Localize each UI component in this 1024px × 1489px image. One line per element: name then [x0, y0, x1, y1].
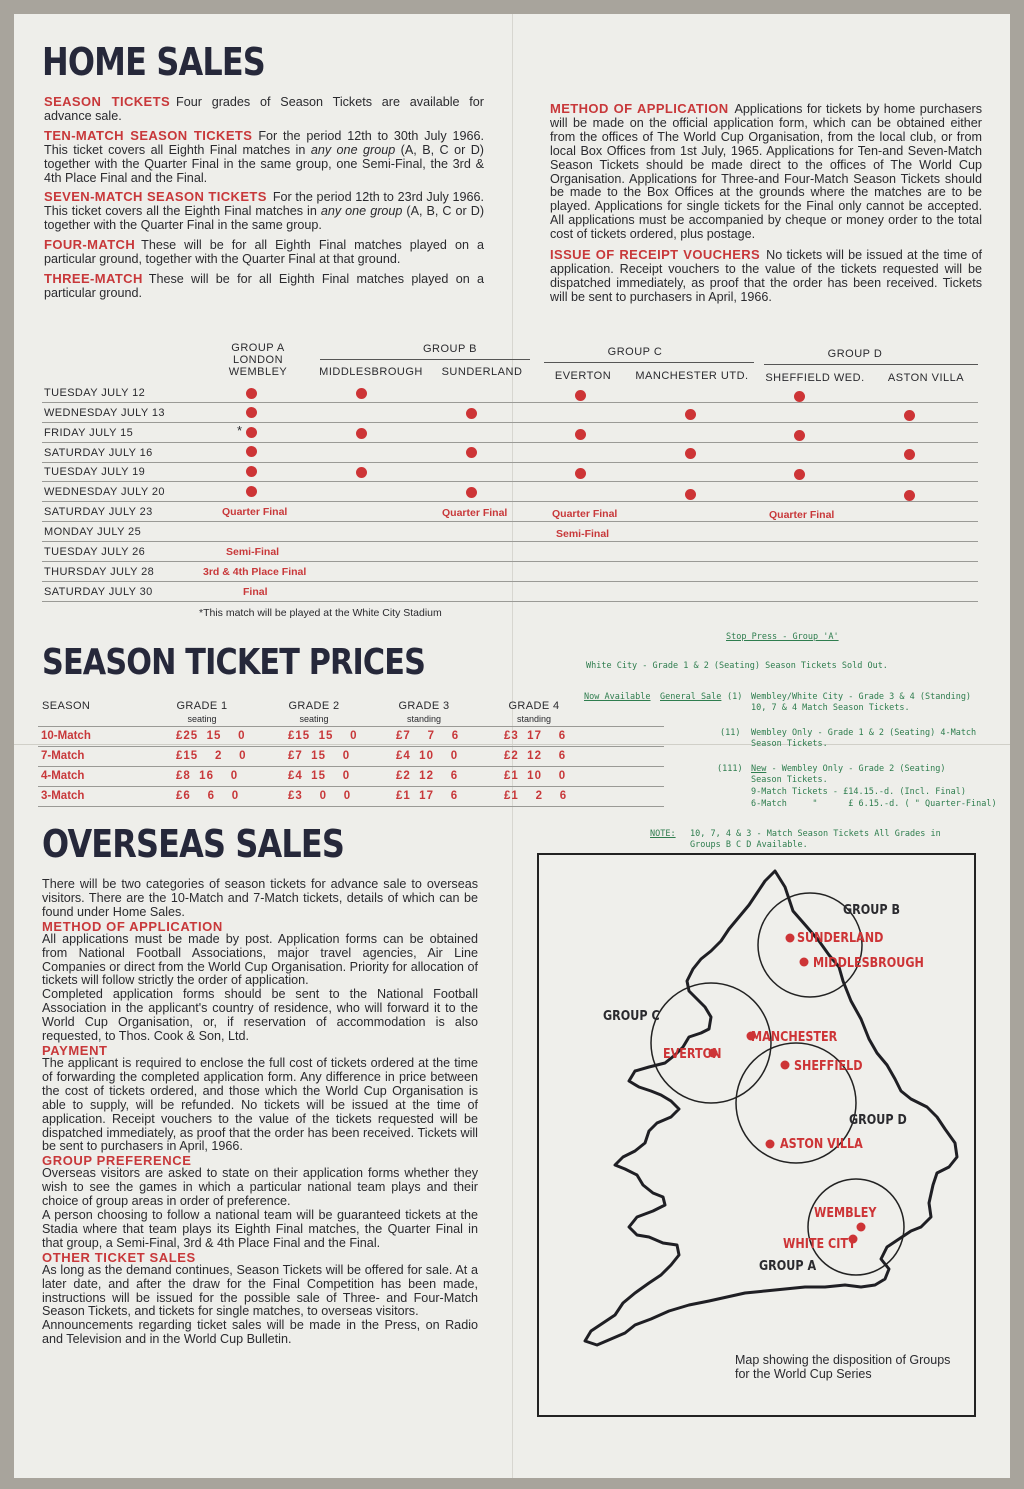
- seven-match-text-b: (A, B, C or D) together with the Quarter Final in the same group.: [44, 204, 485, 233]
- price-row-label: 10-Match: [41, 730, 91, 742]
- group-b-header: GROUP B: [422, 343, 478, 355]
- match-dot: [575, 429, 586, 440]
- group-d-rule: [764, 364, 978, 365]
- match-dot: [356, 388, 367, 399]
- day-label: THURSDAY JULY 28: [44, 566, 155, 578]
- match-dot: [794, 469, 805, 480]
- price-grade-3-sub: standing: [406, 714, 442, 724]
- map-label-middlesbrough: MIDDLESBROUGH: [813, 956, 924, 971]
- prices-title: SEASON TICKET PRICES: [42, 642, 426, 683]
- day-label: FRIDAY JULY 15: [44, 427, 134, 439]
- group-a-line2: LONDON: [232, 354, 284, 366]
- match-dot: [904, 410, 915, 421]
- quarter-final-b: Quarter Final: [442, 507, 508, 519]
- stop-press-item1: Wembley/White City - Grade 3 & 4 (Standing) 10, 7 & 4 Match Season Tickets.: [751, 692, 972, 713]
- overseas-payment-text: The applicant is required to enclose the full cost of tickets ordered at the time of forwarding the completed application form. Any difference in price between the cost of tickets ordered, and those which the World Cup Organisation is able to supply, will be refunded. No tickets will be issued at the time of application. Receipt vouchers to the value of the tickets requested will be dispatched immediately, as proof that the order has been received. Tickets will be sent to purchasers in April, 1966.: [42, 1055, 478, 1154]
- price-value: £1 2 6: [504, 790, 568, 802]
- stop-press-item1-num: (1): [727, 692, 743, 702]
- overseas-method-text2: Completed application forms should be sent to the National Football Association in the applicant's country of residence, who will forward it to the World Cup Organisation, or, if reservation of accommodation is also requested, to Thos. Cook & Son, Ltd.: [42, 987, 478, 1044]
- day-label: SATURDAY JULY 30: [44, 586, 153, 598]
- price-grade-3: GRADE 3: [398, 700, 450, 712]
- overseas-group-text1: Overseas visitors are asked to state on their application forms whether they wish to see the games in which a particular national team plays and their choice of group areas in order of preference.: [42, 1166, 478, 1209]
- match-dot: [466, 447, 477, 458]
- city-dot-aston-villa: [766, 1140, 775, 1149]
- match-dot: [685, 448, 696, 459]
- overseas-other-text2: Announcements regarding ticket sales will be made in the Press, on Radio and Television and in the World Cup Bulletin.: [42, 1318, 478, 1347]
- match-dot: [466, 408, 477, 419]
- ten-match-paragraph: [44, 129, 484, 186]
- group-a-line1: GROUP A: [231, 342, 285, 354]
- match-dot: [904, 449, 915, 460]
- season-tickets-paragraph: [44, 95, 484, 124]
- semi-final-c: Semi-Final: [556, 528, 610, 540]
- stop-press-item3-num: (111): [717, 764, 743, 774]
- map-label-manchester: MANCHESTER: [751, 1030, 838, 1045]
- price-grade-2-sub: seating: [299, 714, 329, 724]
- method-heading: METHOD OF APPLICATION: [550, 101, 729, 116]
- overseas-title: OVERSEAS SALES: [42, 822, 345, 866]
- schedule-footnote: *This match will be played at the White City Stadium: [199, 607, 442, 619]
- home-sales-left-column: [44, 95, 484, 301]
- overseas-method-text1: All applications must be made by post. Application forms can be obtained from National Football Associations, major travel agencies, Air Line Companies or direct from the World Cup Organisation. Priority for allocation of tickets will follow strictly the order of application.: [42, 931, 478, 988]
- schedule-row: [42, 383, 978, 403]
- day-label: MONDAY JULY 25: [44, 526, 142, 538]
- price-row: [38, 747, 664, 767]
- group-a-header: [222, 342, 294, 378]
- match-dot: [246, 407, 257, 418]
- venue-aston-villa: ASTON VILLA: [887, 372, 965, 384]
- match-dot: [246, 466, 257, 477]
- overseas-intro: There will be two categories of season tickets for advance sale to overseas visitors. There are the 10-Match and 7-Match tickets, details of which can be found under Home Sales.: [42, 877, 478, 919]
- price-value: £3 0 0: [288, 790, 352, 802]
- stop-press-general-sale: General Sale: [660, 692, 722, 702]
- city-dot-wembley: [857, 1223, 866, 1232]
- price-value: £25 15 0: [176, 730, 246, 742]
- map-caption: Map showing the disposition of Groups for the World Cup Series: [735, 1353, 951, 1381]
- price-value: £1 10 0: [504, 770, 567, 782]
- overseas-column: [42, 878, 478, 1347]
- match-dot: [794, 391, 805, 402]
- map-label-wembley: WEMBLEY: [814, 1206, 877, 1221]
- group-a-circle: [808, 1179, 904, 1275]
- map-label-group-b: GROUP B: [843, 903, 900, 918]
- match-dot: [575, 468, 586, 479]
- season-tickets-text: Four grades of Season Tickets are available for advance sale.: [44, 95, 484, 123]
- ten-match-heading: TEN-MATCH SEASON TICKETS: [44, 127, 253, 143]
- price-grade-1: GRADE 1: [176, 700, 228, 712]
- stop-press-note-text: 10, 7, 4 & 3 - Match Season Tickets All Grades in Groups B C D Available.: [690, 829, 941, 850]
- price-row-label: 3-Match: [41, 790, 85, 802]
- price-grade-4: GRADE 4: [508, 700, 560, 712]
- day-label: WEDNESDAY JULY 13: [44, 407, 165, 419]
- quarter-final-d: Quarter Final: [769, 509, 835, 521]
- three-match-heading: THREE-MATCH: [44, 270, 143, 286]
- stop-press-item3-line3: 6-Match " £ 6.15.-d. ( " Quarter-Final): [751, 799, 997, 809]
- map-label-aston-villa: ASTON VILLA: [780, 1137, 863, 1152]
- home-sales-title: HOME SALES: [42, 40, 265, 84]
- stop-press-line1: White City - Grade 1 & 2 (Seating) Season Tickets Sold Out.: [586, 661, 888, 671]
- seven-match-text-a: For the period 12th to 23rd July 1966. This ticket covers all the Eighth Final matches in: [44, 190, 485, 219]
- venue-everton: EVERTON: [554, 370, 612, 382]
- stop-press-item3: [751, 764, 979, 786]
- map-label-group-c: GROUP C: [603, 1009, 660, 1024]
- group-c-header: GROUP C: [607, 346, 663, 358]
- price-row: [38, 727, 664, 747]
- price-value: £15 15 0: [288, 730, 358, 742]
- price-grade-2: GRADE 2: [288, 700, 340, 712]
- price-value: £2 12 6: [504, 750, 567, 762]
- method-paragraph: [550, 102, 982, 242]
- quarter-final-c: Quarter Final: [552, 508, 618, 520]
- price-value: £3 17 6: [504, 730, 567, 742]
- four-match-text: These will be for all Eighth Final matches played on a particular ground, together with the Quarter Final at that ground.: [44, 238, 484, 267]
- map-label-group-a: GROUP A: [759, 1259, 817, 1274]
- map-label-sheffield: SHEFFIELD: [794, 1059, 863, 1074]
- day-label: TUESDAY JULY 19: [44, 466, 146, 478]
- seven-match-paragraph: [44, 190, 484, 233]
- three-match-paragraph: [44, 272, 484, 301]
- groups-map: [537, 853, 976, 1417]
- map-label-everton: EVERTON: [663, 1047, 722, 1062]
- third-place-final: 3rd & 4th Place Final: [203, 566, 307, 578]
- price-value: £7 7 6: [396, 730, 460, 742]
- schedule-row: [42, 403, 978, 423]
- price-row: [38, 787, 664, 807]
- schedule-row: [42, 542, 978, 562]
- home-sales-right-column: [550, 102, 982, 305]
- stop-press-item2-num: (11): [720, 728, 741, 738]
- schedule-row: [42, 482, 978, 502]
- group-d-header: GROUP D: [827, 348, 883, 360]
- match-dot: [356, 428, 367, 439]
- city-dot-middlesbrough: [800, 958, 809, 967]
- match-dot: [356, 467, 367, 478]
- asterisk-mark: *: [237, 423, 243, 438]
- map-label-sunderland: SUNDERLAND: [797, 931, 884, 946]
- price-row: [38, 767, 664, 787]
- schedule-row: [42, 462, 978, 482]
- price-grade-4-sub: standing: [516, 714, 552, 724]
- city-dot-sunderland: [786, 934, 795, 943]
- match-dot: [466, 487, 477, 498]
- schedule-row: [42, 582, 978, 602]
- match-dot: [685, 489, 696, 500]
- match-dot: [246, 486, 257, 497]
- match-dot: [794, 430, 805, 441]
- match-dot: [246, 388, 257, 399]
- seven-match-italic: any one group: [320, 204, 403, 219]
- stop-press-title: Stop Press - Group 'A': [726, 632, 839, 642]
- price-value: £4 10 0: [396, 750, 459, 762]
- day-label: SATURDAY JULY 16: [44, 447, 153, 459]
- day-label: SATURDAY JULY 23: [44, 506, 153, 518]
- overseas-group-text2: A person choosing to follow a national team will be guaranteed tickets at the Stadia where that team plays its Eighth Final matches, the Quarter Final in that group, a Semi-Final, 3rd & 4th Place Final and the Final.: [42, 1208, 478, 1250]
- price-value: £8 16 0: [176, 770, 239, 782]
- match-dot: [246, 427, 257, 438]
- overseas-other-heading: OTHER TICKET SALES: [42, 1249, 196, 1265]
- four-match-paragraph: [44, 238, 484, 267]
- season-tickets-heading: SEASON TICKETS: [44, 94, 171, 109]
- venue-manchester: MANCHESTER UTD.: [635, 370, 749, 382]
- receipt-text: No tickets will be issued at the time of application. Receipt vouchers to the value of the tickets requested will be dispatched immediately, as proof that the order has been received. Tickets will be sent to purchasers in April, 1966.: [550, 248, 982, 304]
- stop-press-item3-line2: 9-Match Tickets - £14.15.-d. (Incl. Final): [751, 787, 966, 797]
- day-label: TUESDAY JULY 26: [44, 546, 146, 558]
- stop-press-item2: Wembley Only - Grade 1 & 2 (Seating) 4-Match Season Tickets.: [751, 728, 977, 749]
- stop-press-now-available: Now Available: [584, 692, 651, 702]
- semi-final-a: Semi-Final: [226, 546, 280, 558]
- group-b-rule: [320, 359, 530, 360]
- price-header-rule: [38, 709, 664, 727]
- ten-match-italic: any one group: [310, 142, 396, 157]
- stop-press-new: New: [751, 764, 767, 774]
- match-dot: [685, 409, 696, 420]
- price-grade-1-sub: seating: [187, 714, 217, 724]
- final-label: Final: [243, 586, 268, 598]
- price-value: £15 2 0: [176, 750, 247, 762]
- venue-sheffield: SHEFFIELD WED.: [765, 372, 865, 384]
- stop-press-item3-text: - Wembley Only - Grade 2 (Seating) Season Tickets.: [751, 764, 946, 785]
- group-a-line3: WEMBLEY: [228, 366, 288, 378]
- match-dot: [575, 390, 586, 401]
- price-row-label: 4-Match: [41, 770, 85, 782]
- ten-match-text-a: For the period 12th to 30th July 1966. This ticket covers all Eighth Final matches in: [44, 128, 484, 157]
- group-c-rule: [544, 362, 754, 363]
- map-label-white-city: WHITE CITY: [783, 1237, 857, 1252]
- price-value: £7 15 0: [288, 750, 351, 762]
- schedule-row: [42, 443, 978, 463]
- schedule-row: [42, 562, 978, 582]
- match-dot: [246, 446, 257, 457]
- price-value: £6 6 0: [176, 790, 240, 802]
- day-label: TUESDAY JULY 12: [44, 387, 146, 399]
- price-col-season: SEASON: [42, 700, 91, 712]
- quarter-final-a: Quarter Final: [222, 506, 288, 518]
- city-dot-sheffield: [781, 1061, 790, 1070]
- price-value: £1 17 6: [396, 790, 459, 802]
- four-match-heading: FOUR-MATCH: [44, 237, 136, 253]
- price-value: £2 12 6: [396, 770, 459, 782]
- venue-sunderland: SUNDERLAND: [441, 366, 523, 378]
- ten-match-text-b: (A, B, C or D) together with the Quarter Final in the same group, one Semi-Final, the 3rd & 4th Place Final and the Final.: [44, 142, 485, 185]
- schedule-row: [42, 423, 978, 443]
- venue-middlesbrough: MIDDLESBROUGH: [319, 366, 423, 378]
- price-value: £4 15 0: [288, 770, 351, 782]
- overseas-method-heading: METHOD OF APPLICATION: [42, 918, 223, 934]
- receipt-heading: ISSUE OF RECEIPT VOUCHERS: [550, 247, 761, 263]
- three-match-text: These will be for all Eighth Final matches played on a particular ground.: [44, 271, 484, 300]
- seven-match-heading: SEVEN-MATCH SEASON TICKETS: [44, 189, 267, 205]
- schedule-row: [42, 502, 978, 522]
- method-text: Applications for tickets by home purchasers will be made on the official application form, which can be obtained either from the offices of The World Cup Organisation, from the local club, or from local Box Offices from 1st July, 1965. Applications for Ten-and Seven-Match Season Tickets should be made direct to the offices of The World Cup Organisation. Applications for Three-and Four-Match Season Tickets should be made to the Box Offices at the grounds where the matches are to be played. Applications for single tickets for the Final only cannot be accepted. All applications must be accompanied by cheque or money order to the total cost of tickets ordered, plus postage.: [550, 102, 982, 242]
- match-dot: [904, 490, 915, 501]
- overseas-other-text1: As long as the demand continues, Season Tickets will be offered for sale. At a later date, and after the draw for the Final Competition has been made, instructions will be issued for the possible sale of Three- and Four-Match Season Tickets, and tickets for single matches, to overseas visitors.: [42, 1262, 478, 1319]
- overseas-group-heading: GROUP PREFERENCE: [42, 1153, 192, 1169]
- overseas-payment-heading: PAYMENT: [42, 1042, 108, 1058]
- stop-press-note-label: NOTE:: [650, 829, 676, 839]
- map-label-group-d: GROUP D: [849, 1113, 907, 1128]
- england-map-outline: [539, 855, 974, 1415]
- receipt-paragraph: [550, 248, 982, 305]
- day-label: WEDNESDAY JULY 20: [44, 486, 165, 498]
- schedule-row: [42, 522, 978, 542]
- price-row-label: 7-Match: [41, 750, 85, 762]
